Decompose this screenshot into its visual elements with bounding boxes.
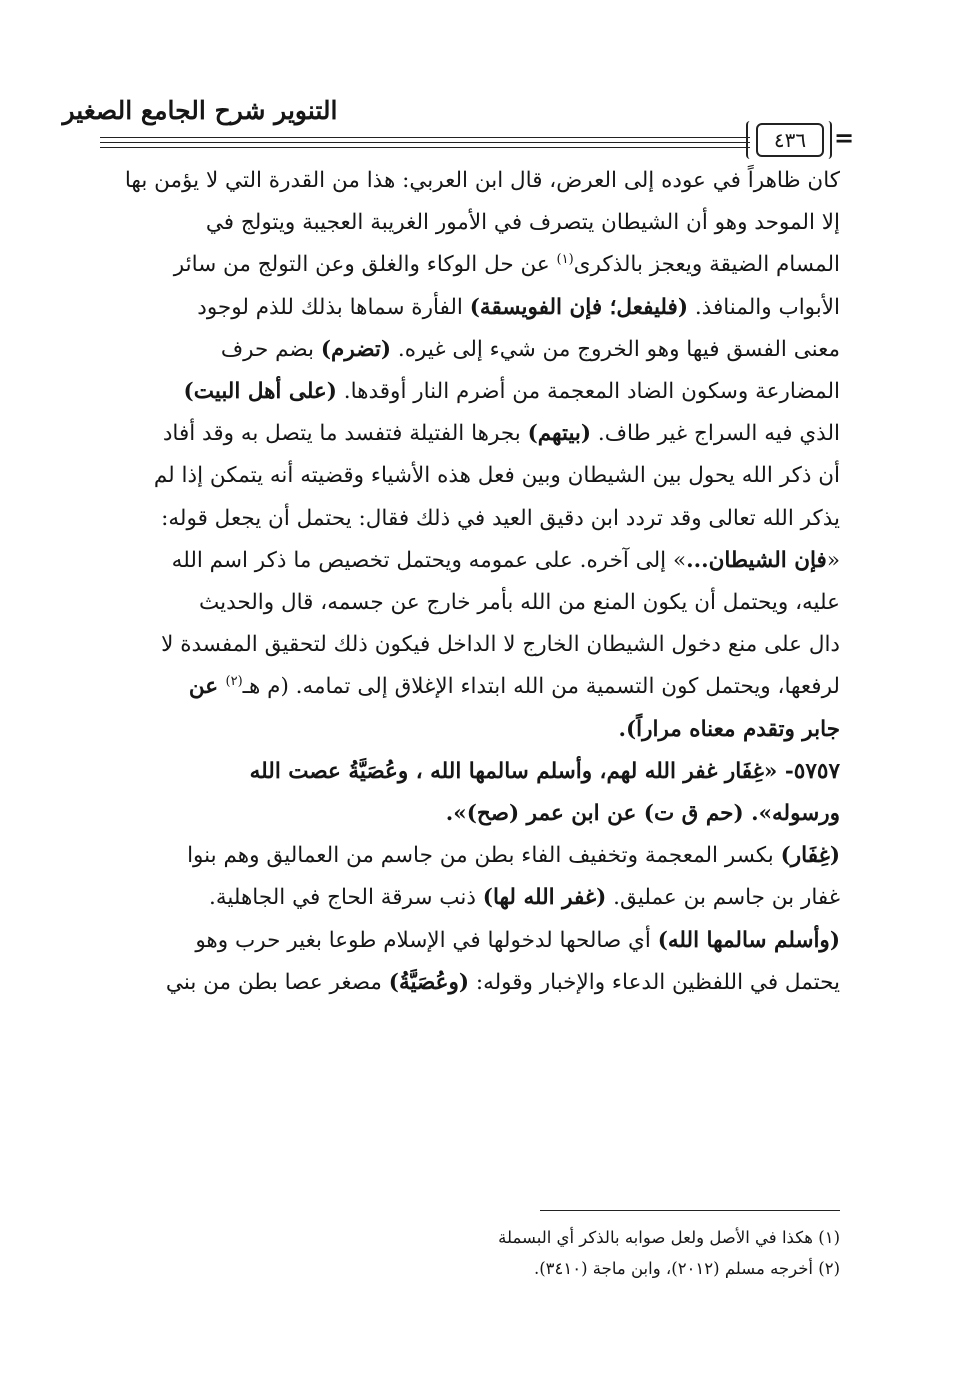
bold-phrase: (تضرم) xyxy=(320,336,392,362)
text-line xyxy=(100,413,840,455)
text-run: عليه، ويحتمل أن يكون المنع من الله بأمر خارج عن جسمه، قال والحديث xyxy=(198,590,840,616)
text-run: معنى الفسق فيها وهو الخروج من شيء إلى غيره. xyxy=(391,336,840,362)
text-run: بضم حرف xyxy=(220,336,321,362)
text-line xyxy=(100,709,840,751)
text-run: الذي فيه السراج غير طاف. xyxy=(591,421,840,447)
hadith-entry-continued xyxy=(100,793,840,835)
text-run: يذكر الله تعالى وقد تردد ابن دقيق العيد في ذلك فقال: يحتمل أن يجعل قوله: xyxy=(161,505,840,531)
text-run: دال على منع دخول الشيطان الخارج لا الداخل فيكون ذلك لتحقيق المفسدة لا xyxy=(161,632,840,658)
bold-phrase: (غفر الله لها) xyxy=(482,885,607,911)
text-run: المضارعة وسكون الضاد المعجمة من أضرم النار أوقدها. xyxy=(336,379,840,405)
text-run: » إلى آخره. على عمومه ويحتمل تخصيص ما ذكر اسم الله xyxy=(171,547,687,573)
text-line xyxy=(100,540,840,582)
text-line xyxy=(100,624,840,666)
bold-phrase: (على أهل البيت) xyxy=(183,379,337,405)
text-run: غفار بن جاسم بن عمليق. xyxy=(606,885,840,911)
text-line xyxy=(100,920,840,962)
text-run: عن حل الوكاء والغلق وعن التولج من سائر xyxy=(173,252,557,278)
header-side-mark: = xyxy=(834,123,855,152)
hadith-entry xyxy=(100,751,840,793)
bold-phrase: جابر وتقدم معناه مراراً). xyxy=(618,716,840,742)
header-rule-top xyxy=(100,137,750,138)
footnote-1: (١) هكذا في الأصل ولعل صوابه بالذكر أي البسملة xyxy=(498,1228,840,1247)
text-line xyxy=(100,287,840,329)
text-line xyxy=(100,371,840,413)
text-line xyxy=(100,329,840,371)
bold-phrase: (غِفَار) xyxy=(780,843,840,869)
text-line xyxy=(100,582,840,624)
text-run: كان ظاهراً في عوده إلى العرض، قال ابن العربي: هذا من القدرة التي لا يؤمن بها xyxy=(124,168,840,193)
footnote-separator xyxy=(540,1210,840,1211)
text-line xyxy=(100,498,840,540)
hadith-number: ٥٧٥٧- xyxy=(777,758,840,784)
text-line xyxy=(100,202,840,244)
text-run: بكسر المعجمة وتخفيف الفاء بطن من جاسم من العماليق وهم بنوا xyxy=(187,843,781,869)
text-line xyxy=(100,244,840,286)
hadith-text: «غِفَار غفر الله لهم، وأسلم سالمها الله ، وعُصَيَّةُ عصت الله xyxy=(249,758,778,784)
text-run: إلا الموحد وهو أن الشيطان يتصرف في الأمور الغريبة العجيبة ويتولج في xyxy=(205,210,840,236)
text-line xyxy=(100,962,840,1004)
text-line xyxy=(100,160,840,202)
text-run: لرفعها، ويحتمل كون التسمية من الله ابتداء الإغلاق إلى تمامه. (م هـ xyxy=(242,674,840,700)
text-line xyxy=(100,835,840,877)
page-number: ٤٣٦ xyxy=(756,123,824,157)
footnote-ref: (١) xyxy=(556,252,574,268)
text-run: أن ذكر الله يحول بين الشيطان وبين فعل هذه الأشياء وقضيته أنه يتمكن إذا لم xyxy=(153,463,840,489)
footnote-ref: (٢) xyxy=(225,674,243,690)
text-run: الفأرة سماها بذلك للذم لوجود xyxy=(197,294,470,320)
footnote-2: (٢) أخرجه مسلم (٢٠١٢)، وابن ماجة (٣٤١٠). xyxy=(533,1259,840,1278)
bold-phrase: (فليفعل؛ فإن الفويسقة) xyxy=(469,294,689,320)
header-rule-bottom xyxy=(100,147,750,148)
text-run: « xyxy=(826,547,840,573)
text-run: يحتمل في اللفظين الدعاء والإخبار وقوله: xyxy=(469,969,840,995)
text-run: الأبواب والمنافذ. xyxy=(688,294,840,320)
footnotes xyxy=(300,1222,840,1284)
text-run: ذنب سرقة الحاج في الجاهلية. xyxy=(208,885,483,911)
running-header-title: التنوير شرح الجامع الصغير xyxy=(62,96,338,125)
text-run: أي صالحها لدخولها في الإسلام طوعا بغير حرب وهو xyxy=(195,927,658,953)
text-run: بجرها الفتيلة فتفسد ما يتصل به وقد أفاد xyxy=(162,421,528,447)
bold-phrase: (بيتهم) xyxy=(527,421,592,447)
text-run: مصغر عصا بطن من بني xyxy=(165,969,389,995)
text-line xyxy=(100,455,840,497)
header-rule-middle xyxy=(100,142,750,143)
bold-phrase: فإن الشيطان... xyxy=(686,547,827,573)
bold-phrase: (وأسلم سالمها الله) xyxy=(657,927,840,953)
bold-phrase: (وعُصَيَّةُ) xyxy=(388,969,469,995)
hadith-text: ورسوله». (حم ق ت) عن ابن عمر (صح)». xyxy=(445,801,840,827)
main-text xyxy=(100,160,840,1004)
text-line xyxy=(100,666,840,708)
bold-phrase: عن xyxy=(188,674,226,700)
text-run: المسام الضيقة ويعجز بالذكرى xyxy=(573,252,840,278)
text-line xyxy=(100,877,840,919)
